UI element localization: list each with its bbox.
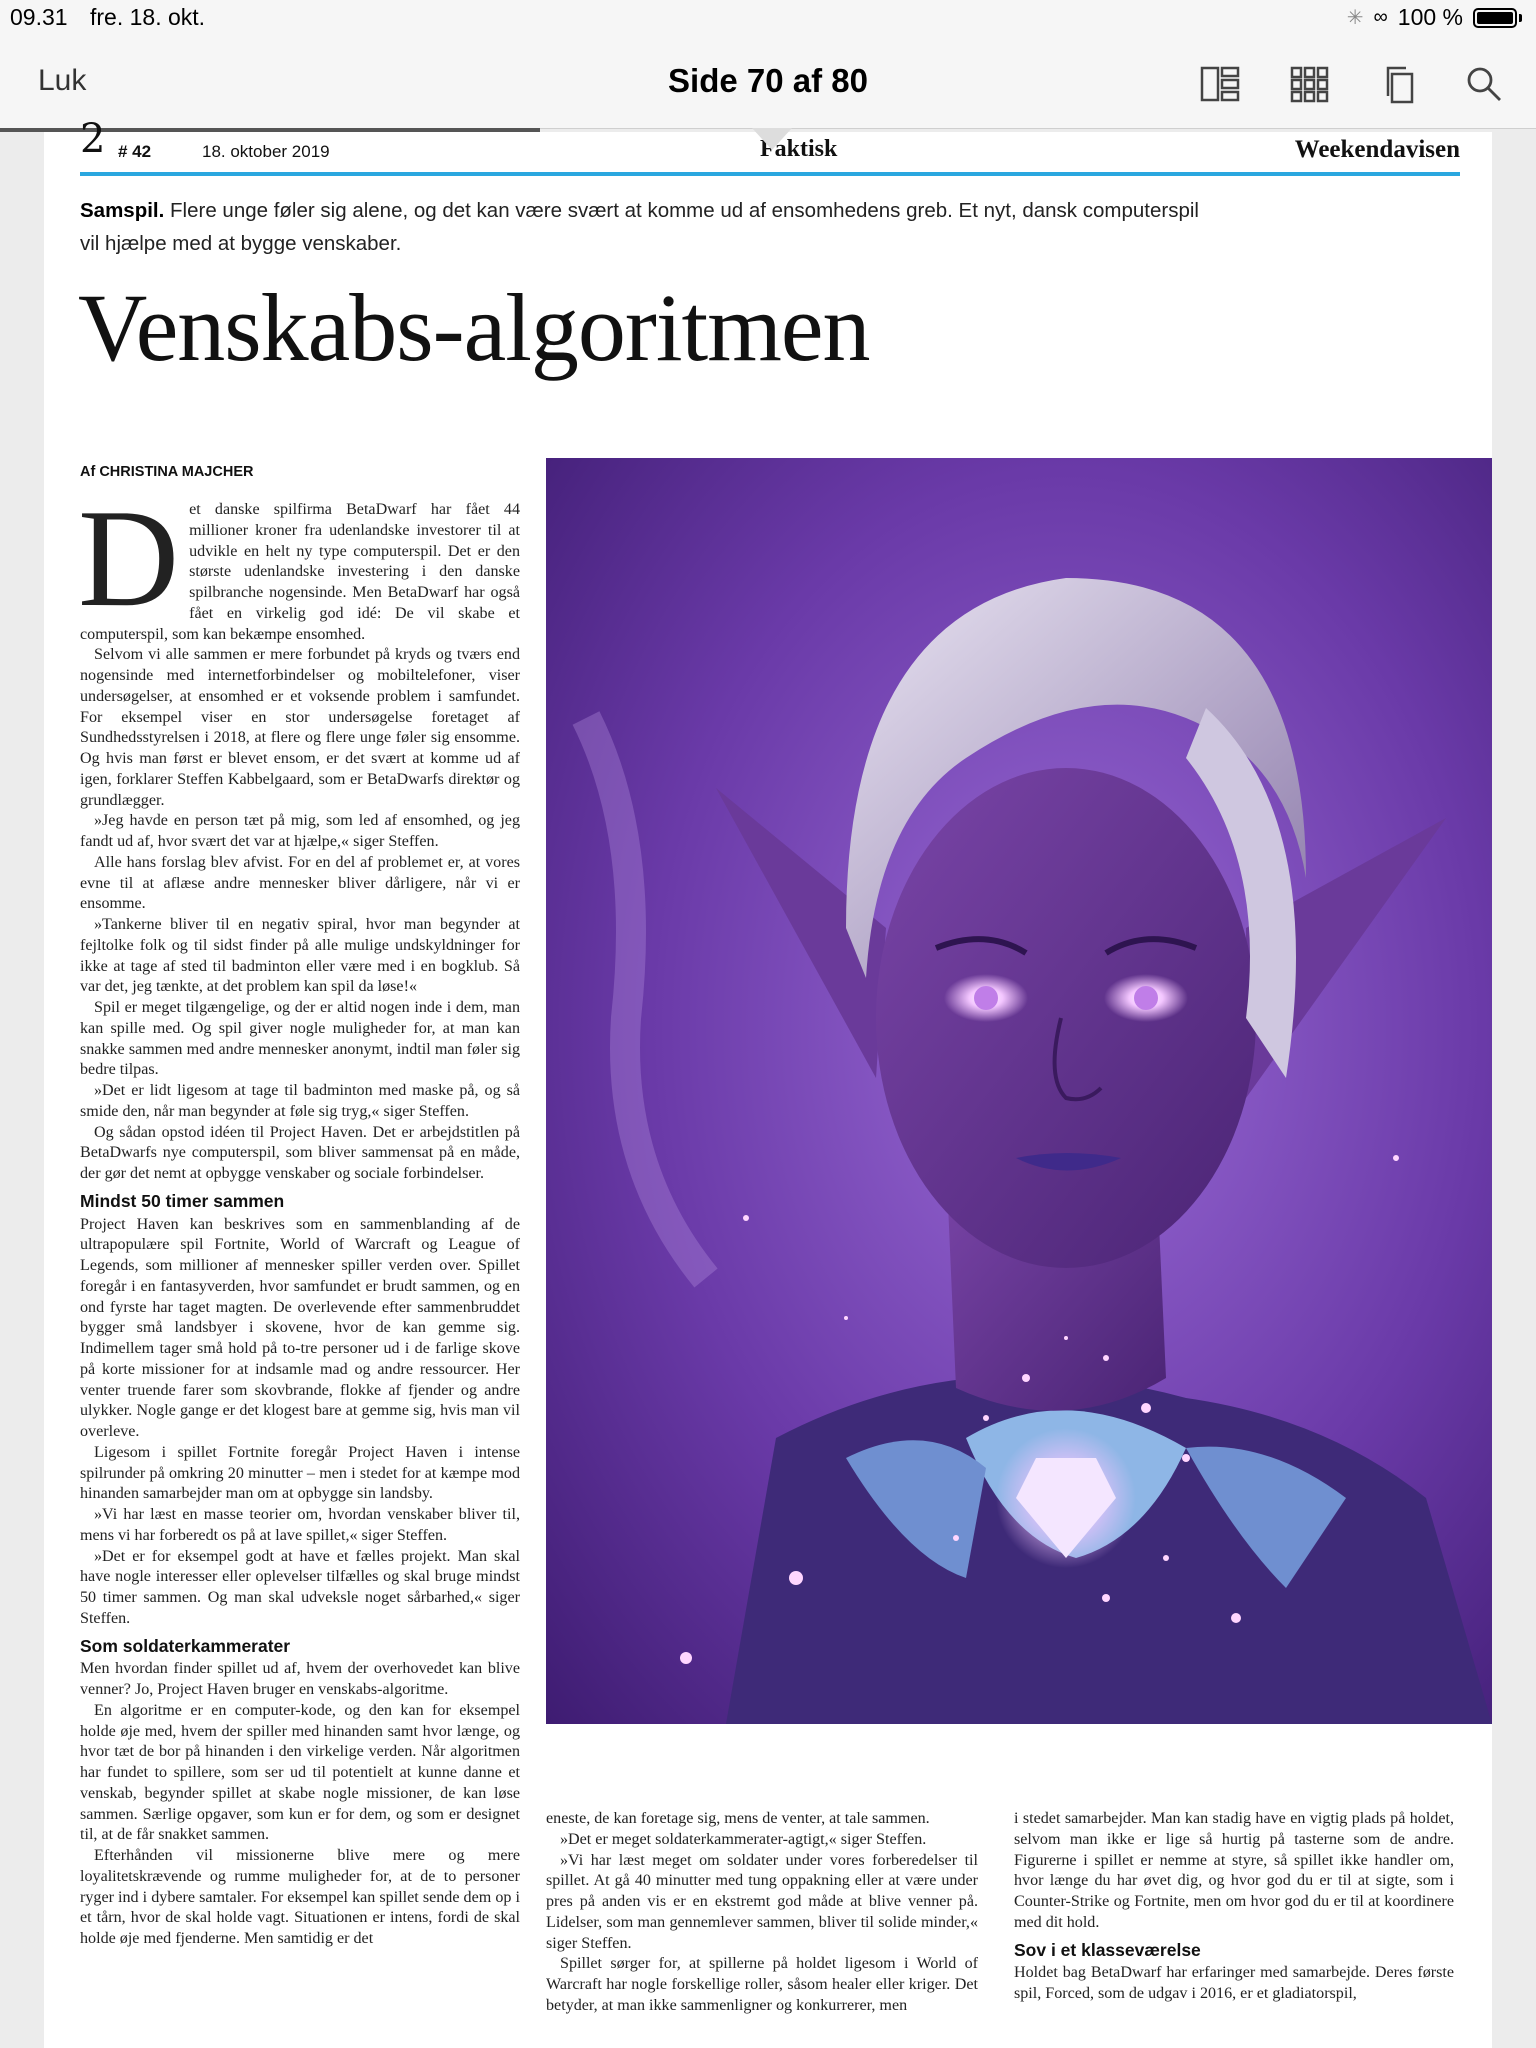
paragraph: Alle hans forslag blev afvist. For en del af problemet er, at vores evne til at aflæse andre mennesker bliver dårligere, når vi er ensomme. xyxy=(80,853,520,913)
drop-cap: D xyxy=(78,481,180,636)
paragraph: i stedet samarbejder. Man kan stadig have en vigtig plads på holdet, selvom man ikke er lige så hurtig på tasterne som de andre. Figurerne i spillet er nemme at styre, så spillet ikke handler om, hvor længe du har øvet dig, og hvor god du er til at sigte, som i Counter-Strike og Fortnite, men om hvor god du er til at koordinere med dit hold. xyxy=(1014,1810,1454,1931)
folio-page-number: 2 xyxy=(80,116,106,162)
paragraph: Holdet bag BetaDwarf har erfaringer med samarbejde. Deres første spil, Forced, som de udgav i 2016, er et gladiatorspil, xyxy=(1014,1964,1454,2002)
paragraph: Spillet sørger for, at spillerne på holdet ligesom i World of Warcraft har nogle forskellige roller, såsom healer eller kriger. Det betyder, at man ikke sammenligner og konkurrerer, men xyxy=(546,1955,978,2014)
paragraph: »Vi har læst en masse teorier om, hvordan venskaber bliver til, mens vi har forberedt os på at lave spillet,« siger Steffen. xyxy=(80,1506,520,1544)
close-button[interactable]: Luk xyxy=(38,64,87,97)
elf-illustration xyxy=(546,458,1492,1724)
page-pointer-icon xyxy=(752,128,792,150)
link-icon: ∞ xyxy=(1373,6,1388,28)
lead-kicker: Samspil. xyxy=(80,199,165,222)
paragraph: Og sådan opstod idéen til Project Haven. Det er arbejdstitlen på BetaDwarfs nye computerspil, som bliver sammensat på en måde, der gør det nemt at opbygge venskaber og sociale forbindelser. xyxy=(80,1123,520,1182)
paragraph: »Vi har læst meget om soldater under vores forberedelser til spillet. At gå 40 minutter med tung oppakning eller at være under pres på anden vis er en ekstremt god måde at blive venner på. Lidelser, som man gennemlever sammen, bliver til solide minder,« siger Steffen. xyxy=(546,1851,978,1952)
subheading: Sov i et klasseværelse xyxy=(1014,1939,1201,1960)
reader-toolbar xyxy=(0,36,1536,129)
paragraph: Ligesom i spillet Fortnite foregår Project Haven i intense spilrunder på omkring 20 minutter – men i stedet for at kæmpe mod hinanden samarbejder man om at opbygge sin landsby. xyxy=(80,1443,520,1503)
paragraph: Spil er meget tilgængelige, og der er altid nogen inde i dem, man kan spille med. Og spil giver nogle muligheder for, at man kan snakke sammen med andre mennesker anonymt, indtil man føler sig bedre tilpas. xyxy=(80,999,520,1079)
battery-tip xyxy=(1519,14,1522,22)
status-time: 09.31 xyxy=(10,4,68,30)
status-date: fre. 18. okt. xyxy=(90,4,206,30)
article-column-1 xyxy=(78,481,520,1947)
paragraph: Selvom vi alle sammen er mere forbundet på kryds og tværs end nogensinde med internetforbindelser og mobiltelefoner, viser undersøgelser, at ensomhed er et voksende problem i samfundet. For eksempel viser en stor undersøgelse foretaget af Sundhedsstyrelsen i 2018, at flere og flere unge føler sig ensomme. Og hvis man først er blevet ensom, er det svært at komme ud af igen, forklarer Steffen Kabbelgaard, som er BetaDwarfs direktør og grundlægger. xyxy=(80,646,520,809)
paragraph: »Det er for eksempel godt at have et fælles projekt. Man skal have nogle interesser eller oplevelser tilfælles og skal bruge mindst 50 timer sammen. Og man skal udveksle noget sårbarhed,« siger Steffen. xyxy=(80,1547,520,1627)
lead-text: Flere unge føler sig alene, og det kan være svært at komme ud af ensomhedens greb. Et nyt, dansk computerspil vil hjælpe med at bygge venskaber. xyxy=(80,199,1199,255)
paragraph: »Jeg havde en person tæt på mig, som led af ensomhed, og jeg fandt ud af, hvor svært det var at hjælpe,« siger Steffen. xyxy=(80,812,520,850)
page-indicator: Side 70 af 80 xyxy=(668,62,868,99)
article-column-3 xyxy=(1014,1809,1454,2039)
illustration-image xyxy=(546,458,1492,1724)
folio-date: 18. oktober 2019 xyxy=(202,142,330,161)
status-right xyxy=(1347,4,1522,31)
subheading: Som soldaterkammerater xyxy=(80,1635,291,1656)
paragraph: »Tankerne bliver til en negativ spiral, hvor man begynder at fejltolke folk og til sidst finder på alle mulige undskyldninger for ikke at tage af sted til badminton eller være med i en bogklub. Så var det, jeg tænkte, at det problem kan spil da løse!« xyxy=(80,916,520,996)
search-icon[interactable] xyxy=(1462,62,1506,106)
article-lead xyxy=(80,194,1200,260)
article-byline: Af CHRISTINA MAJCHER xyxy=(80,464,254,480)
battery-icon xyxy=(1473,8,1517,28)
folio-newspaper: Weekendavisen xyxy=(1294,136,1460,163)
article-headline: Venskabs-algoritmen xyxy=(78,274,870,381)
paragraph: Men hvordan finder spillet ud af, hvem der overhovedet kan blive venner? Jo, Project Haven bruger en venskabs-algoritme. xyxy=(80,1660,520,1698)
newspaper-page xyxy=(44,116,1492,2048)
paragraph: et danske spilfirma BetaDwarf har fået 44 millioner kroner fra udenlandske investorer til at udvikle en helt ny type computerspil. Det er den største udenlandske investering i den danske spilbranche nogensinde. Men BetaDwarf har også fået en virkelig god idé: De vil skabe et computerspil, som kan bekæmpe ensomhed. xyxy=(80,501,520,643)
paragraph: eneste, de kan foretage sig, mens de venter, at tale sammen. xyxy=(546,1810,930,1827)
paragraph: »Det er meget soldaterkammerater-agtigt,« siger Steffen. xyxy=(560,1830,927,1848)
battery-percent: 100 % xyxy=(1397,4,1463,30)
paragraph: Project Haven kan beskrives som en sammenblanding af de ultrapopulære spil Fortnite, World of Warcraft og League of Legends, som millioner af mennesker spiller verden over. Spillet foregår i en fantasyverden, hvor samfundet er brudt sammen, og en ond fyrste har taget magten. De overlevende efter sammenbruddet bygger små landsbyer i skovene, hvor de kan gemme sig. Indimellem tager små hold på to-tre personer ud i de farlige skove på korte missioner for at indsamle mad og andre ressourcer. Her venter truende farer som skovbrande, flokke af fjender og andre ulykker. Nogle gange er det klogest bare at gemme sig, hvis man vil overleve. xyxy=(80,1215,520,1440)
thumbnail-view-icon[interactable] xyxy=(1198,62,1242,106)
paragraph: En algoritme er en computer-kode, og den kan for eksempel holde øje med, hvem der spiller med hinanden samt hvor længe, og hvor tæt de bor på hinanden i den virkelige verden. Når algoritmen har fundet to spillere, som ser ud til potentielt at kunne danne et venskab, begynder spillet at skabe nogle missioner, de kan løse sammen. Særlige opgaver, som kun er for dem, og som er designet til, at de får snakket sammen. xyxy=(80,1701,520,1844)
paragraph: Efterhånden vil missionerne blive mere og mere loyalitetskrævende og rumme muligheder for, at de to personer ryger ind i dybere samtaler. For eksempel kan spillet sende dem op i et tårn, hvor de skal holde vagt. Situationen er intens, fordi de skal holde øje med fjenderne. Men samtidig er det xyxy=(80,1847,520,1947)
folio-section: Faktisk xyxy=(760,136,838,162)
paragraph: »Det er lidt ligesom at tage til badminton med maske på, og så smide den, når man begynder at føle sig tryg,« siger Steffen. xyxy=(80,1082,520,1120)
article-column-2 xyxy=(546,1809,978,2039)
subheading: Mindst 50 timer sammen xyxy=(80,1190,285,1211)
grid-view-icon[interactable] xyxy=(1288,62,1332,106)
pages-icon[interactable] xyxy=(1378,62,1422,106)
folio-issue: # 42 xyxy=(118,142,152,161)
activity-icon: ✳ xyxy=(1346,7,1364,29)
status-bar xyxy=(0,0,1536,36)
